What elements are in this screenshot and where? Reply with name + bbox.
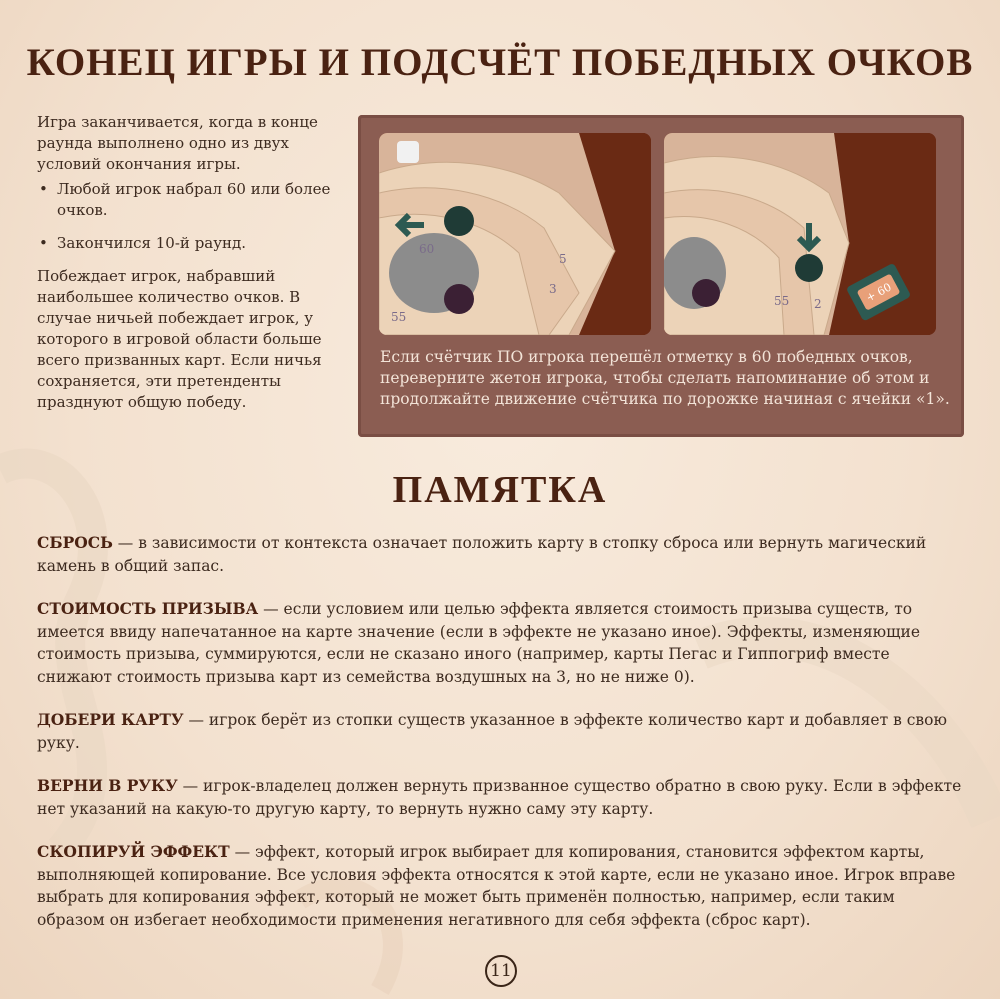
entry-term: СБРОСЬ: [37, 533, 113, 552]
memo-entry-return-to-hand: [37, 775, 967, 820]
entry-term: СКОПИРУЙ ЭФФЕКТ: [37, 842, 230, 861]
page-title: КОНЕЦ ИГРЫ И ПОДСЧЁТ ПОБЕДНЫХ ОЧКОВ: [26, 41, 974, 84]
list-item: • Закончился 10-й раунд.: [37, 233, 337, 254]
illustration-panel: [358, 115, 964, 437]
memo-title: ПАМЯТКА: [392, 469, 608, 511]
score-track-example-before: [379, 133, 651, 335]
track-number: 55: [391, 310, 407, 324]
intro-paragraph: Игра заканчивается, когда в конце раунда выполнено одно из двух условий окончания игры.: [37, 113, 318, 173]
track-number: 5: [559, 252, 567, 266]
memo-entries: [37, 532, 967, 952]
track-number: 2: [814, 297, 822, 311]
track-number: 55: [774, 294, 790, 308]
entry-term: ВЕРНИ В РУКУ: [37, 776, 178, 795]
end-conditions-list: [37, 179, 337, 254]
score-track-image: [664, 133, 936, 335]
entry-term: ДОБЕРИ КАРТУ: [37, 710, 184, 729]
score-track-example-after: [664, 133, 936, 335]
entry-text: — в зависимости от контекста означает положить карту в стопку сброса или вернуть магический камень в общий запас.: [37, 534, 927, 575]
winner-paragraph: Побеждает игрок, набравший наибольшее количество очков. В случае ничьей побеждает игрок, у которого в игровой области больше всего призванных карт. Если ничья сохраняется, эти претенденты празднуют общую победу.: [37, 267, 322, 411]
player-token-label: + 60: [863, 280, 894, 305]
memo-entry-draw-card: [37, 709, 967, 754]
intro-text: [37, 112, 337, 413]
entry-text: — если условием или целью эффекта является стоимость призыва существ, то имеется ввиду напечатанное на карте значение (если в эффекте не указано иное). Эффекты, изменяющие стоимость призыва, суммируются, если не сказано иного (например, карты Пегас и Гиппогриф вместе снижают стоимость призыва карт из семейства воздушных на 3, но не ниже 0).: [37, 600, 921, 686]
memo-entry-summon-cost: [37, 598, 967, 688]
memo-entry-discard: [37, 532, 967, 577]
page-number: 11: [485, 955, 517, 987]
entry-text: — игрок берёт из стопки существ указанное в эффекте количество карт и добавляет в свою руку.: [37, 711, 947, 752]
entry-text: — игрок-владелец должен вернуть призванное существо обратно в свою руку. Если в эффекте нет указаний на какую-то другую карту, то вернуть нужно саму эту карту.: [37, 777, 962, 818]
list-item: • Любой игрок набрал 60 или более очков.: [37, 179, 337, 221]
track-number: 60: [419, 242, 435, 256]
illustration-caption: Если счётчик ПО игрока перешёл отметку в 60 победных очков, переверните жетон игрока, чтобы сделать напоминание об этом и продолжайте движение счётчика по дорожке начиная с ячейки «1».: [380, 348, 950, 408]
entry-text: — эффект, который игрок выбирает для копирования, становится эффектом карты, выполняющей копирование. Все условия эффекта относятся к этой карте, если не указано иное. Игрок вправе выбрать для копирования эффект, который не может быть применён полностью, например, если таким образом он избегает необходимости применения негативного для себя эффекта (сброс карт).: [37, 843, 956, 929]
memo-entry-copy-effect: [37, 841, 967, 931]
track-number: 3: [549, 282, 557, 296]
entry-term: СТОИМОСТЬ ПРИЗЫВА: [37, 599, 259, 618]
score-track-image: [379, 133, 651, 335]
